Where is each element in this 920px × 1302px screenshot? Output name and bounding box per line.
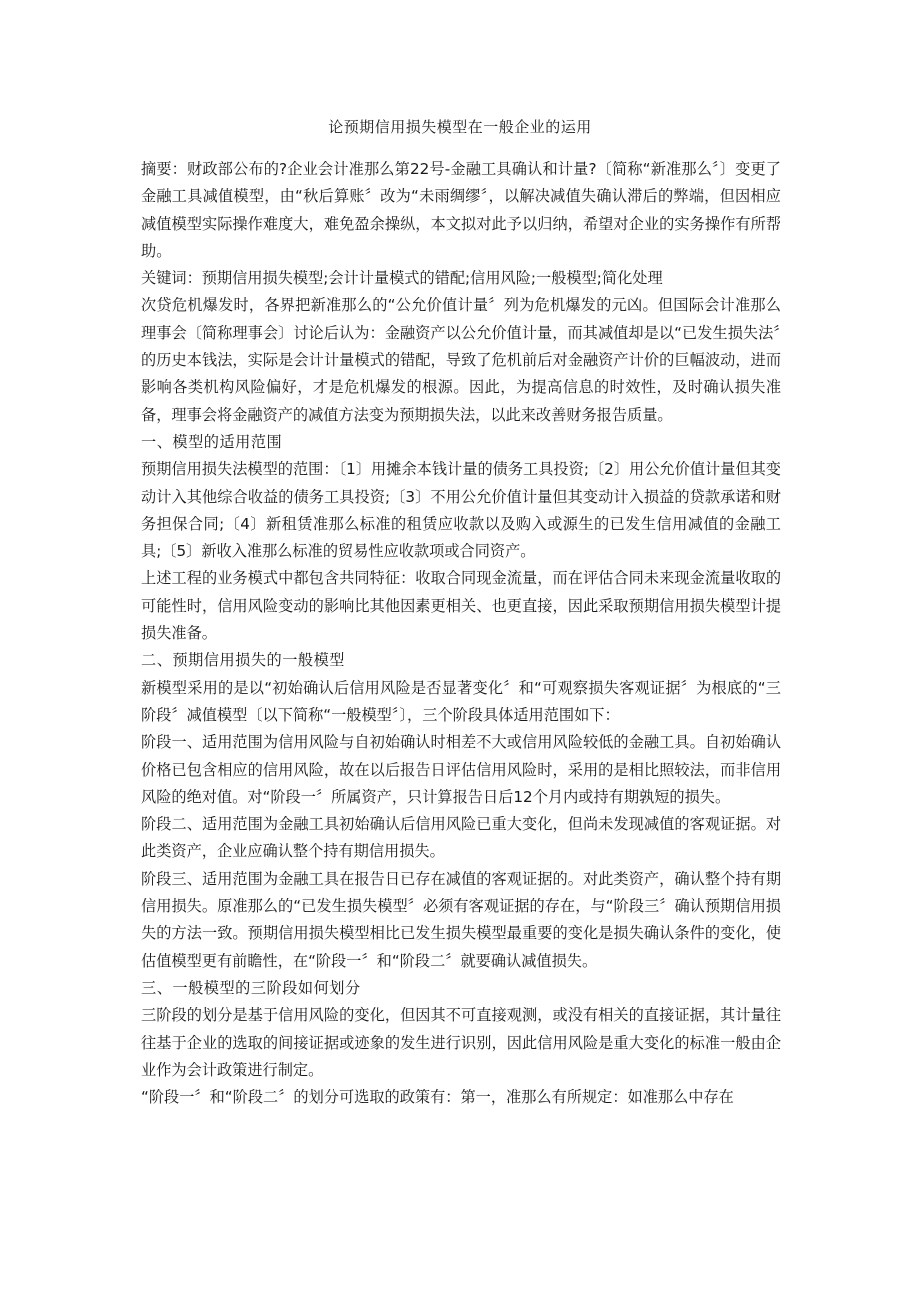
document-title: 论预期信用损失模型在一般企业的运用	[328, 118, 592, 136]
body-paragraph: “阶段一〞和“阶段二〞的划分可选取的政策有：第一，准那么有所规定：如准那么中存在	[141, 1088, 734, 1107]
body-paragraph: 阶段一、适用范围为信用风险与自初始确认时相差不大或信用风险较低的金融工具。自初始确认价格已包含相应的信用风险，故在以后报告日评估信用风险时，采用的是相比照较法，而非信用风险的绝对值。对“阶段一〞所属资产，只计算报告日后12个月内或持有期孰短的损失。	[141, 733, 781, 806]
body-paragraph: 阶段三、适用范围为金融工具在报告日已存在减值的客观证据的。对此类资产，确认整个持有期信用损失。原准那么的“已发生损失模型〞必须有客观证据的存在，与“阶段三〞确认预期信用损失的方法一致。预期信用损失模型相比已发生损失模型最重要的变化是损失确认条件的变化，使估值模型更有前瞻性，在“阶段一〞和“阶段二〞就要确认减值损失。	[141, 869, 781, 970]
body-paragraph: 上述工程的业务模式中都包含共同特征：收取合同现金流量，而在评估合同未来现金流量收取的可能性时，信用风险变动的影响比其他因素更相关、也更直接，因此采取预期信用损失模型计提损失准备。	[141, 569, 781, 643]
body-paragraph: 预期信用损失法模型的范围：〔1〕用摊余本钱计量的债务工具投资;〔2〕用公允价值计量但其变动计入其他综合收益的债务工具投资;〔3〕不用公允价值计量但其变动计入损益的贷款承诺和财务担保合同;〔4〕新租赁准那么标准的租赁应收款以及购入或源生的已发生信用减值的金融工具;〔5〕新收入准那么标准的贸易性应收款项或合同资产。	[141, 460, 781, 561]
section-heading: 二、预期信用损失的一般模型	[141, 651, 345, 670]
section-heading: 三、一般模型的三阶段如何划分	[141, 978, 361, 997]
body-paragraph: 新模型采用的是以“初始确认后信用风险是否显著变化〞和“可观察损失客观证据〞为根底的“三阶段〞减值模型〔以下简称“一般模型〞〕，三个阶段具体适用范围如下：	[141, 678, 781, 724]
abstract-paragraph: 摘要：财政部公布的?企业会计准那么第22号-金融工具确认和计量?〔简称“新准那么〞〕变更了金融工具减值模型，由“秋后算账〞改为“未雨绸缪〞，以解决减值失确认滞后的弊端，但因相应减值模型实际操作难度大，难免盈余操纵，本文拟对此予以归纳，希望对企业的实务操作有所帮助。	[141, 160, 781, 260]
body-paragraph: 阶段二、适用范围为金融工具初始确认后信用风险已重大变化，但尚未发现减值的客观证据。对此类资产，企业应确认整个持有期信用损失。	[141, 815, 781, 861]
keywords-paragraph: 关键词：预期信用损失模型;会计计量模式的错配;信用风险;一般模型;简化处理	[141, 269, 663, 288]
body-paragraph: 三阶段的划分是基于信用风险的变化，但因其不可直接观测，或没有相关的直接证据，其计量往往基于企业的选取的间接证据或迹象的发生进行识别，因此信用风险是重大变化的标准一般由企业作为会计政策进行制定。	[141, 1006, 781, 1079]
section-heading: 一、模型的适用范围	[141, 432, 283, 451]
body-paragraph: 次贷危机爆发时，各界把新准那么的“公允价值计量〞列为危机爆发的元凶。但国际会计准那么理事会〔简称理事会〕讨论后认为：金融资产以公允价值计量，而其减值却是以“已发生损失法〞的历史本钱法，实际是会计计量模式的错配，导致了危机前后对金融资产计价的巨幅波动，进而影响各类机构风险偏好，才是危机爆发的根源。因此，为提高信息的时效性，及时确认损失准备，理事会将金融资产的减值方法变为预期损失法，以此来改善财务报告质量。	[141, 296, 781, 424]
document-body	[141, 156, 781, 1111]
